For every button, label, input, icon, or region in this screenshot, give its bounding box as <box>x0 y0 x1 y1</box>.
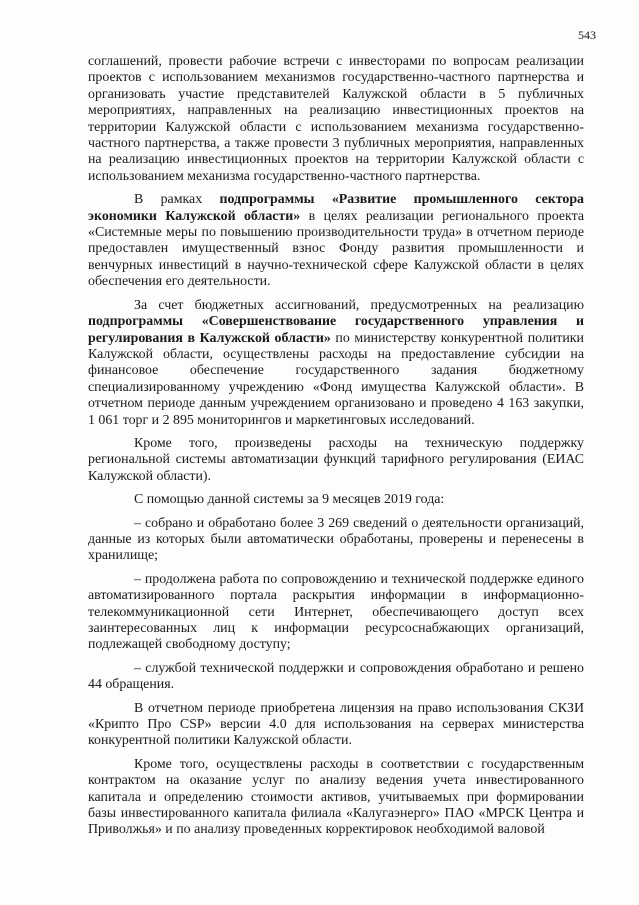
text-segment: С помощью данной системы за 9 месяцев 2019 года: <box>134 492 445 508</box>
paragraph <box>88 572 584 654</box>
paragraph <box>88 298 584 429</box>
text-segment: соглашений, провести рабочие встречи с инвесторами по вопросам реализации проектов с использованием механизмов государственно-частного партнерства и организовать участие представителей Калужской области в 5 публичных мероприятиях, направленных на реализацию инвестиционных проектов на территории Калужской области с использованием механизма государственно-частного партнерства, а также провести 3 публичных мероприятия, направленных на реализацию инвестиционных проектов на территории Калужской области с использованием механизма государственно-частного партнерства. <box>88 54 584 184</box>
text-segment: – продолжена работа по сопровождению и технической поддержке единого автоматизированного портала раскрытия информации в информационно-телекоммуникационной сети Интернет, обеспечивающего доступ всех заинтересованных лиц к информации ресурсоснабжающих организаций, подлежащей свободному доступу; <box>88 571 584 653</box>
text-segment: В рамках <box>134 192 220 208</box>
paragraph <box>88 661 584 694</box>
paragraph <box>88 492 584 508</box>
text-segment: – службой технической поддержки и сопровождения обработано и решено 44 обращения. <box>88 660 584 693</box>
paragraph <box>88 701 584 750</box>
bold-text-segment: подпрограммы «Совершенствование государственного управления и регулирования в Калужской области» <box>88 314 584 346</box>
paragraph <box>88 516 584 565</box>
paragraph <box>88 757 584 839</box>
page-number: 543 <box>578 28 596 42</box>
text-segment: по министерству конкурентной политики Калужской области, осуществлены расходы на предоставление субсидии на финансовое обеспечение государственного задания бюджетному специализированному учреждению «Фонд имущества Калужской области». В отчетном периоде данным учреждением организовано и проведено 4 163 закупки, 1 061 торг и 2 895 мониторингов и маркетинговых исследований. <box>88 330 584 428</box>
text-segment: – собрано и обработано более 3 269 сведений о деятельности организаций, данные из которых были автоматически обработаны, проверены и перенесены в хранилище; <box>88 515 584 564</box>
text-segment: Кроме того, произведены расходы на техническую поддержку региональной системы автоматизации функций тарифного регулирования (ЕИАС Калужской области). <box>88 435 584 484</box>
bold-text-segment: подпрограммы «Развитие промышленного сектора экономики Калужской области» <box>88 192 584 224</box>
text-segment: В отчетном периоде приобретена лицензия на право использования СКЗИ «Крипто Про CSP» версии 4.0 для использования на серверах министерства конкурентной политики Калужской области. <box>88 700 584 749</box>
paragraph <box>88 436 584 485</box>
paragraph <box>88 54 584 185</box>
paragraph <box>88 192 584 290</box>
text-segment: в целях реализации регионального проекта «Системные меры по повышению производительности труда» в отчетном периоде предоставлен имущественный взнос Фонду развития промышленности и венчурных инвестиций в научно-технической сфере Калужской области в целях обеспечения его деятельности. <box>88 208 585 290</box>
text-segment: Кроме того, осуществлены расходы в соответствии с государственным контрактом на оказание услуг по анализу ведения учета инвестированного капитала и определению стоимости активов, учитываемых при формировании базы инвестированного капитала филиала «Калугаэнерго» ПАО «МРСК Центра и Приволжья» и по анализу проведенных корректировок необходимой валовой <box>88 756 584 838</box>
document-body <box>88 54 584 839</box>
text-segment: За счет бюджетных ассигнований, предусмотренных на реализацию <box>134 297 584 313</box>
